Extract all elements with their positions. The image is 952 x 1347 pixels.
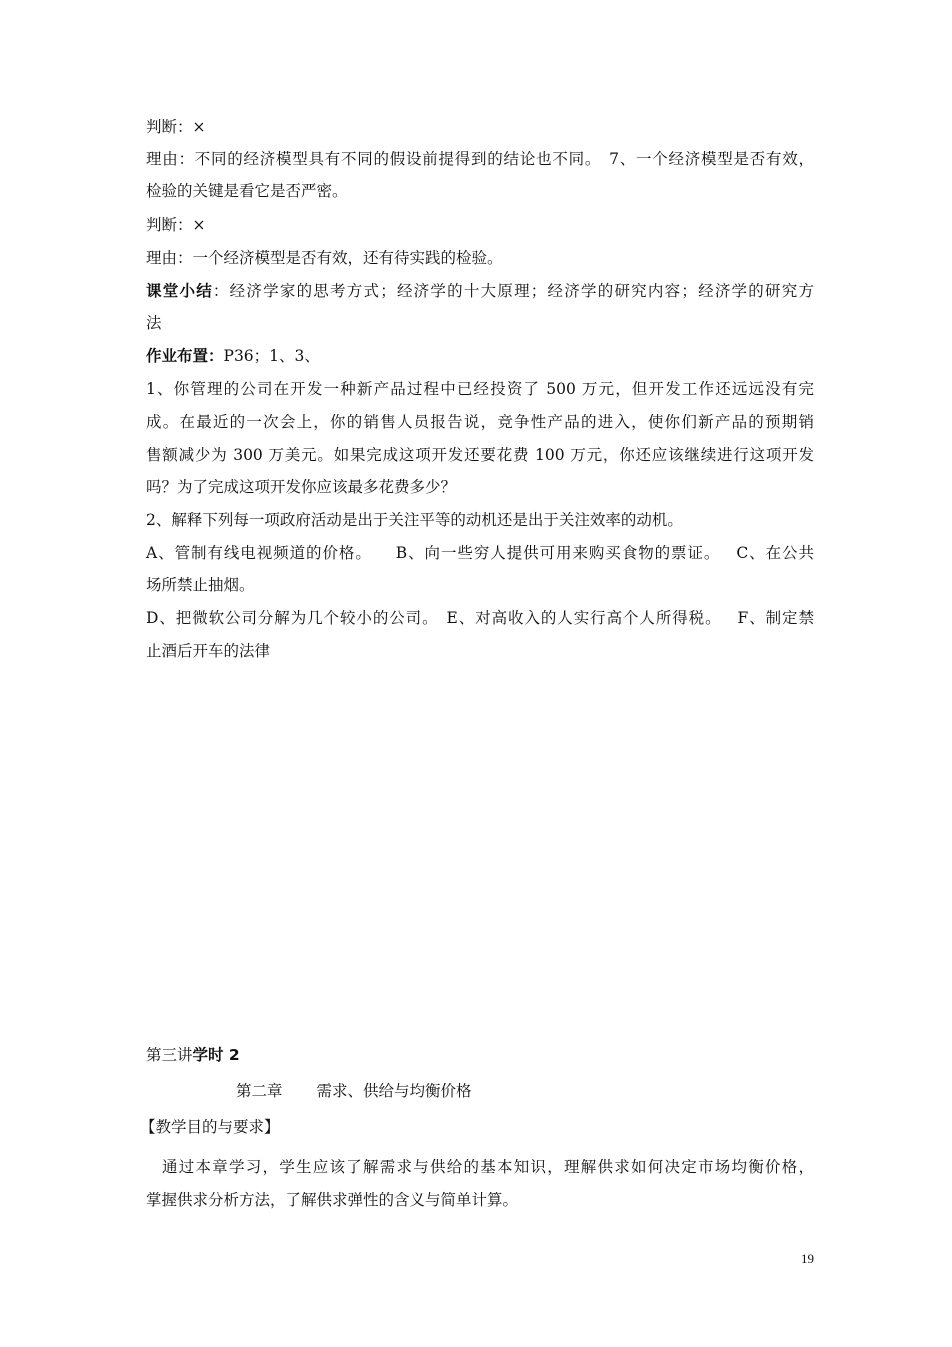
- chapter-heading: [236, 1081, 636, 1101]
- chapter-title: 需求、供给与均衡价格: [316, 1082, 472, 1100]
- chapter-number: 第二章: [236, 1082, 283, 1100]
- option-e: E、对高收入的人实行高个人所得税。: [446, 609, 722, 627]
- objectives-heading: 【教学目的与要求】: [140, 1118, 280, 1136]
- option-c-continued: 场所禁止抽烟。: [146, 576, 255, 594]
- judgment-line-1: 判断：×: [146, 118, 206, 136]
- reason-line-2: 理由：一个经济模型是否有效，还有待实践的检验。: [146, 249, 503, 267]
- page-number: 19: [801, 1251, 814, 1266]
- class-summary-text: ：经济学家的思考方式；经济学的十大原理；经济学的研究内容；经济学的研究方: [212, 282, 814, 300]
- option-f: F、制定禁: [737, 609, 814, 627]
- exercise-2-line: 2、解释下列每一项政府活动是出于关注平等的动机还是出于关注效率的动机。: [146, 511, 683, 529]
- reason-text-1: 理由：不同的经济模型具有不同的假设前提得到的结论也不同。: [146, 150, 602, 168]
- option-a: A、管制有线电视频道的价格。: [146, 544, 372, 562]
- option-c: C、在公共: [736, 544, 814, 562]
- reason-line-1: [146, 149, 814, 169]
- class-summary-line: [146, 281, 814, 301]
- class-summary-label: 课堂小结: [146, 282, 213, 300]
- option-b: B、向一些穷人提供可用来购买食物的票证。: [395, 544, 721, 562]
- homework-text: P36；1、3、: [223, 347, 320, 365]
- lecture-hours: 学时 2: [192, 1046, 240, 1064]
- exercise-2-options-1: [146, 543, 814, 563]
- class-summary-continued: 法: [146, 314, 162, 332]
- objectives-line-1: 通过本章学习，学生应该了解需求与供给的基本知识，理解供求如何决定市场均衡价格，: [162, 1158, 814, 1176]
- option-d: D、把微软公司分解为几个较小的公司。: [146, 609, 439, 627]
- question-7-text: 7、一个经济模型是否有效，: [609, 150, 814, 168]
- exercise-1-line-2: 成。在最近的一次会上，你的销售人员报告说，竞争性产品的进入，使你们新产品的预期销: [146, 413, 814, 431]
- judgment-line-2: 判断：×: [146, 216, 206, 234]
- objectives-line-2: 掌握供求分析方法，了解供求弹性的含义与简单计算。: [146, 1191, 519, 1209]
- exercise-2-options-2: [146, 608, 814, 628]
- lecture-label: 第三讲: [146, 1046, 193, 1064]
- lecture-heading: [146, 1045, 814, 1065]
- exercise-1-line-4: 吗？为了完成这项开发你应该最多花费多少？: [146, 478, 457, 496]
- homework-label: 作业布置：: [146, 347, 224, 365]
- homework-line: [146, 346, 814, 366]
- exercise-1-line-1: 1、你管理的公司在开发一种新产品过程中已经投资了 500 万元，但开发工作还远远没有完: [146, 380, 814, 398]
- option-f-continued: 止酒后开车的法律: [146, 642, 271, 660]
- question-7-continued: 检验的关键是看它是否严密。: [146, 182, 348, 200]
- exercise-1-line-3: 售额减少为 300 万美元。如果完成这项开发还要花费 100 万元，你还应该继续进行这项开发: [146, 446, 814, 464]
